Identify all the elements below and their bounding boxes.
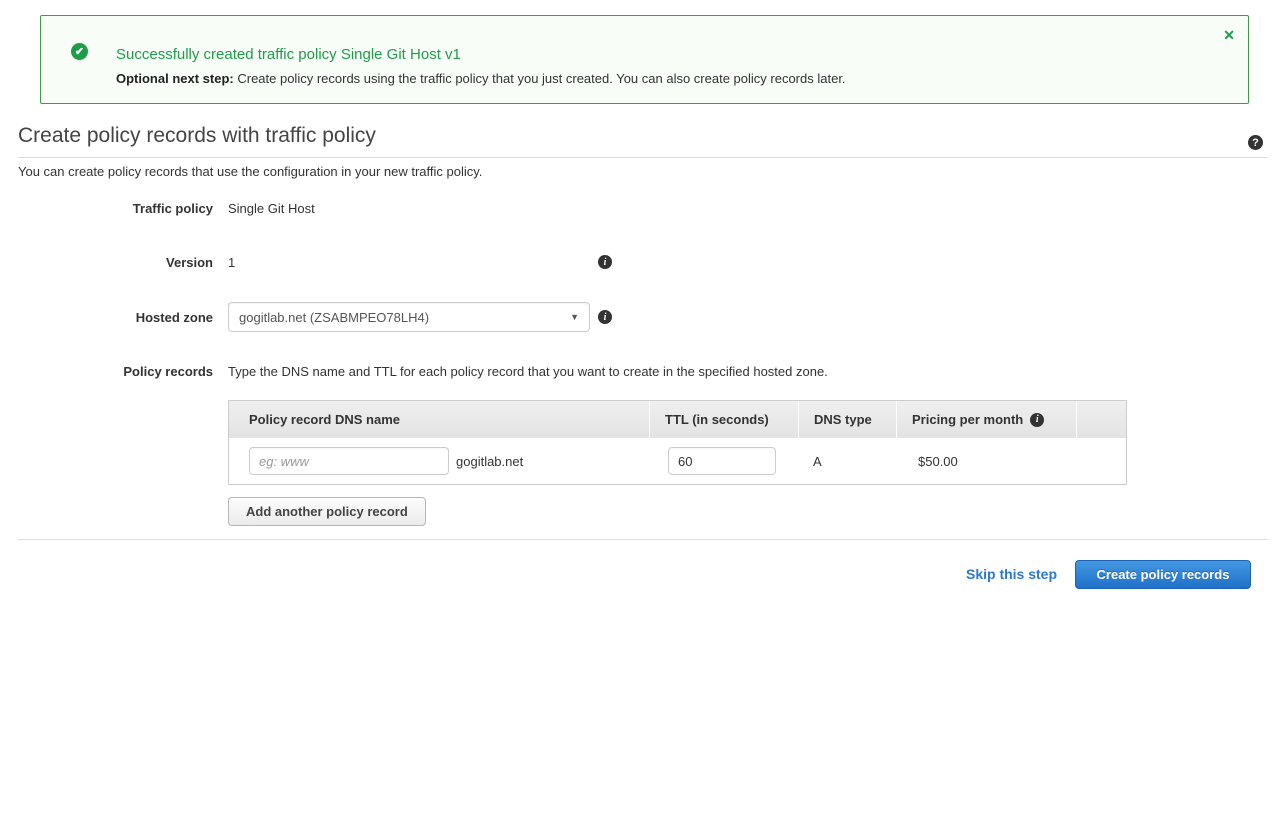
banner-subtitle-label: Optional next step:	[116, 71, 234, 86]
chevron-down-icon: ▼	[570, 312, 579, 322]
policy-records-description: Type the DNS name and TTL for each policy record that you want to create in the specified hosted zone.	[228, 364, 828, 379]
skip-step-link[interactable]: Skip this step	[966, 566, 1058, 582]
header-dns-type: DNS type	[798, 401, 896, 438]
table-header-row	[229, 401, 1126, 438]
hosted-zone-selected-value: gogitlab.net (ZSABMPEO78LH4)	[239, 309, 430, 325]
header-pricing-label: Pricing per month	[912, 412, 1024, 427]
dns-name-input[interactable]	[249, 447, 449, 475]
hosted-zone-info-icon[interactable]: i	[598, 310, 612, 324]
success-check-icon: ✔	[71, 43, 88, 60]
footer-divider	[18, 539, 1268, 540]
header-empty	[1076, 401, 1126, 438]
dns-suffix: gogitlab.net	[456, 453, 524, 469]
pricing-info-icon[interactable]: i	[1030, 413, 1044, 427]
ttl-input[interactable]	[668, 447, 776, 475]
create-policy-records-button[interactable]: Create policy records	[1075, 560, 1251, 589]
header-pricing	[896, 401, 1076, 438]
hosted-zone-label: Hosted zone	[135, 310, 213, 325]
add-policy-record-button[interactable]: Add another policy record	[228, 497, 426, 526]
help-icon[interactable]: ?	[1248, 135, 1263, 150]
version-value: 1	[228, 255, 236, 270]
dns-type-value: A	[813, 453, 822, 469]
hosted-zone-select[interactable]	[228, 302, 590, 332]
policy-records-label: Policy records	[123, 364, 213, 379]
policy-records-table	[228, 400, 1127, 485]
page-description: You can create policy records that use the configuration in your new traffic policy.	[18, 164, 483, 179]
header-dns-name: Policy record DNS name	[249, 412, 400, 427]
banner-subtitle	[116, 71, 846, 86]
header-ttl: TTL (in seconds)	[649, 401, 798, 438]
banner-title: Successfully created traffic policy Single Git Host v1	[116, 46, 461, 63]
close-icon[interactable]: ✕	[1223, 27, 1235, 43]
success-banner	[40, 15, 1249, 104]
traffic-policy-label: Traffic policy	[132, 201, 213, 216]
version-label: Version	[166, 255, 213, 270]
banner-subtitle-text: Create policy records using the traffic policy that you just created. You can also create policy records later.	[233, 71, 846, 86]
page-title: Create policy records with traffic policy	[18, 124, 1268, 158]
traffic-policy-value: Single Git Host	[228, 201, 315, 216]
table-row	[229, 438, 1126, 484]
pricing-value: $50.00	[918, 453, 958, 469]
version-info-icon[interactable]: i	[598, 255, 612, 269]
